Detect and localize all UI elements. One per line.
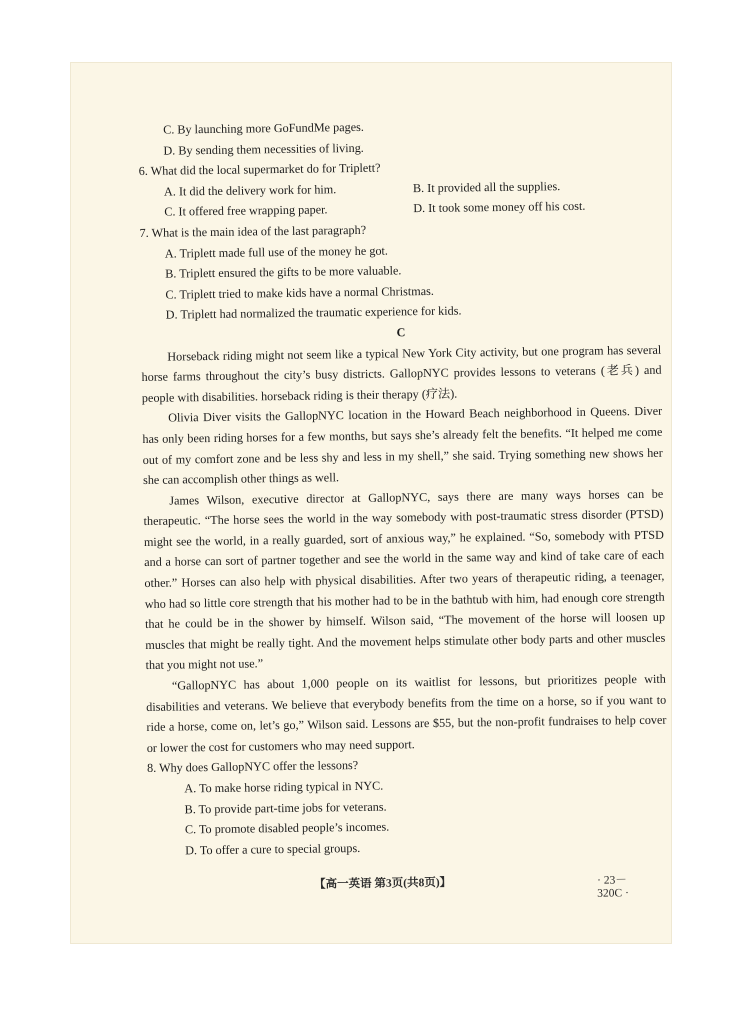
passage-paragraph: Olivia Diver visits the GallopNYC location in the Howard Beach neighborhood in Queens. Diver has only been riding horses for a few months, but says she’s already felt the benefits. “It helped me come out of my comfort zone and be less shy and less in my shell,” she said. Trying something new shows her she can accomplish other things as well. <box>142 404 663 488</box>
q7-stem: 7. What is the main idea of the last paragraph? <box>139 222 367 240</box>
passage <box>141 339 667 758</box>
q5-option-c: C. By launching more GoFundMe pages. <box>163 119 364 137</box>
q7-option-c: C. Triplett tried to make kids have a normal Christmas. <box>165 283 434 302</box>
footer-page-label: 【高一英语 第3页(共8页)】 <box>314 876 452 891</box>
passage-paragraph: “GallopNYC has about 1,000 people on its waitlist for lessons, but prioritizes people with disabilities and veterans. We believe that everybody benefits from the time on a horse, so if you want to ride a horse, come on, let’s go,” Wilson said. Lessons are $55, but the non-profit fundraises to help cover or lower the cost for customers who may need support. <box>146 671 667 755</box>
q6-stem: 6. What did the local supermarket do for Triplett? <box>138 160 381 179</box>
page-content <box>138 113 668 862</box>
q7-option-b: B. Triplett ensured the gifts to be more valuable. <box>165 263 402 281</box>
passage-paragraph: Horseback riding might not seem like a typical New York City activity, but one program has several horse farms throughout the city’s busy districts. GallopNYC provides lessons to veterans (老兵) and people with disabilities. horseback riding is their therapy (疗法). <box>141 342 662 405</box>
q8-option-c: C. To promote disabled people’s incomes. <box>184 819 390 837</box>
q8-option-a: A. To make horse riding typical in NYC. <box>184 778 384 796</box>
q8-option-b: B. To provide part-time jobs for veterans. <box>184 799 387 817</box>
footer-code: · 23－320C · <box>596 874 629 900</box>
q7-option-d: D. Triplett had normalized the traumatic experience for kids. <box>165 303 462 322</box>
q8-stem: 8. Why does GallopNYC offer the lessons? <box>146 758 359 776</box>
q8-option-d: D. To offer a cure to special groups. <box>185 840 361 858</box>
q5-option-d: D. By sending them necessities of living. <box>163 140 364 158</box>
section-heading-c: C <box>396 325 406 340</box>
q6-option-b: B. It provided all the supplies. <box>412 178 561 195</box>
q6-option-a: A. It did the delivery work for him. <box>163 182 337 199</box>
passage-paragraph: James Wilson, executive director at GallopNYC, says there are many ways horses can be therapeutic. “The horse sees the world in the way somebody with post-traumatic stress disorder (PTSD) might see the world, in a really guarded, sort of anxious way,” he explained. “So, somebody with PTSD and a horse can sort of partner together and see the world in the same way and kind of take care of each other.” Horses can also help with physical disabilities. After two years of therapeutic riding, a teenager, who had so little core strength that his mother had to be in the bathtub with him, had enough core strength that he could be in the shower by himself. Wilson said, “The movement of the horse will loosen up muscles that might be really tight. And the movement helps stimulate other body parts and other muscles that you might not use.” <box>143 486 666 673</box>
q6-option-c: C. It offered free wrapping paper. <box>164 202 328 220</box>
q6-option-d: D. It took some money off his cost. <box>413 199 586 216</box>
q7-option-a: A. Triplett made full use of the money he got. <box>164 243 389 261</box>
